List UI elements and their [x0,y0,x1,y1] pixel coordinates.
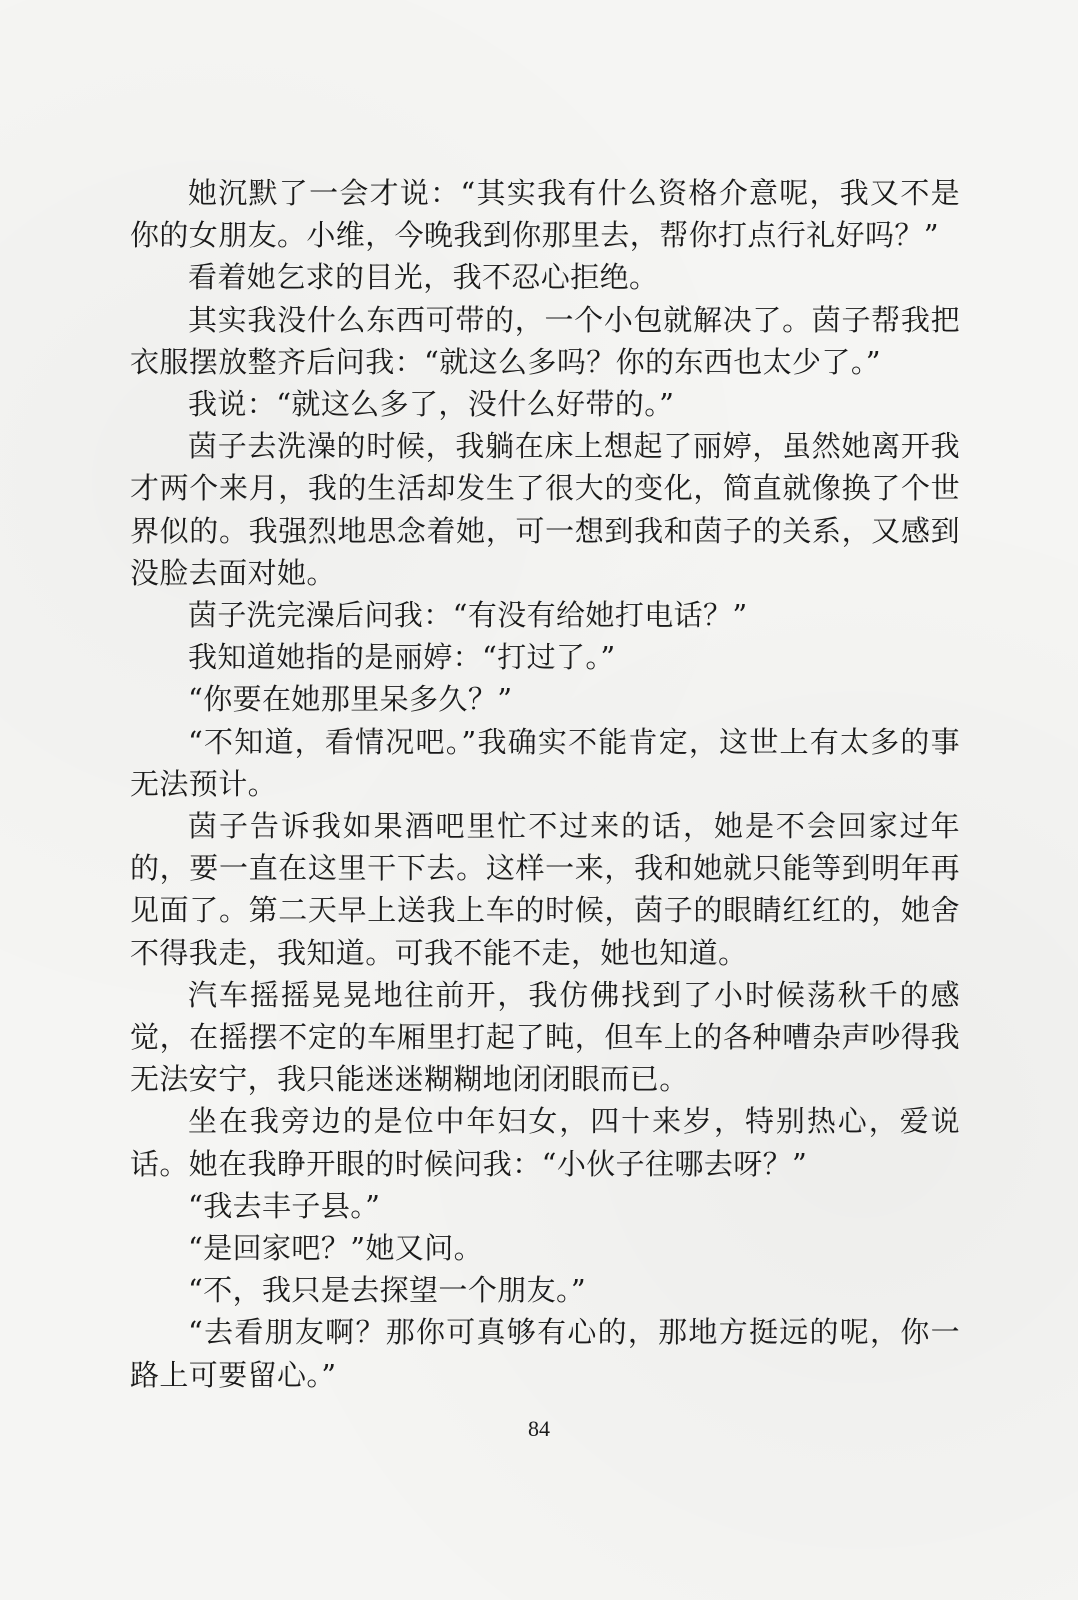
paragraph: “不知道，看情况吧。”我确实不能肯定，这世上有太多的事无法预计。 [130,724,960,801]
paragraph: “你要在她那里呆多久？” [188,682,513,717]
paragraph: “不，我只是去探望一个朋友。” [188,1273,587,1308]
paragraph: 坐在我旁边的是位中年妇女，四十来岁，特别热心，爱说话。她在我睁开眼的时候问我：“小伙子往哪去呀？” [130,1104,960,1181]
paragraph: 其实我没什么东西可带的，一个小包就解决了。茵子帮我把衣服摆放整齐后问我：“就这么多吗？你的东西也太少了。” [130,302,960,379]
paragraph: 汽车摇摇晃晃地往前开，我仿佛找到了小时候荡秋千的感觉，在摇摆不定的车厢里打起了盹，但车上的各种嘈杂声吵得我无法安宁，我只能迷迷糊糊地闭闭眼而已。 [130,977,960,1097]
body-text [130,172,960,1396]
paragraph: 茵子洗完澡后问我：“有没有给她打电话？” [188,598,748,633]
paragraph: 我知道她指的是丽婷：“打过了。” [188,640,616,675]
paragraph: 茵子告诉我如果酒吧里忙不过来的话，她是不会回家过年的，要一直在这里干下去。这样一来，我和她就只能等到明年再见面了。第二天早上送我上车的时候，茵子的眼睛红红的，她舍不得我走，我知道。可我不能不走，她也知道。 [130,809,960,970]
page-number: 84 [528,1416,550,1441]
paragraph: 茵子去洗澡的时候，我躺在床上想起了丽婷，虽然她离开我才两个来月，我的生活却发生了很大的变化，简直就像换了个世界似的。我强烈地思念着她，可一想到我和茵子的关系，又感到没脸去面对她。 [130,429,960,590]
paragraph: 看着她乞求的目光，我不忍心拒绝。 [188,260,659,295]
paragraph: “去看朋友啊？那你可真够有心的，那地方挺远的呢，你一路上可要留心。” [130,1315,960,1392]
paragraph: 她沉默了一会才说：“其实我有什么资格介意呢，我又不是你的女朋友。小维，今晚我到你那里去，帮你打点行礼好吗？” [130,176,960,253]
paragraph: 我说：“就这么多了，没什么好带的。” [188,387,675,422]
paragraph: “是回家吧？”她又问。 [188,1231,484,1266]
paragraph: “我去丰子县。” [188,1188,381,1223]
